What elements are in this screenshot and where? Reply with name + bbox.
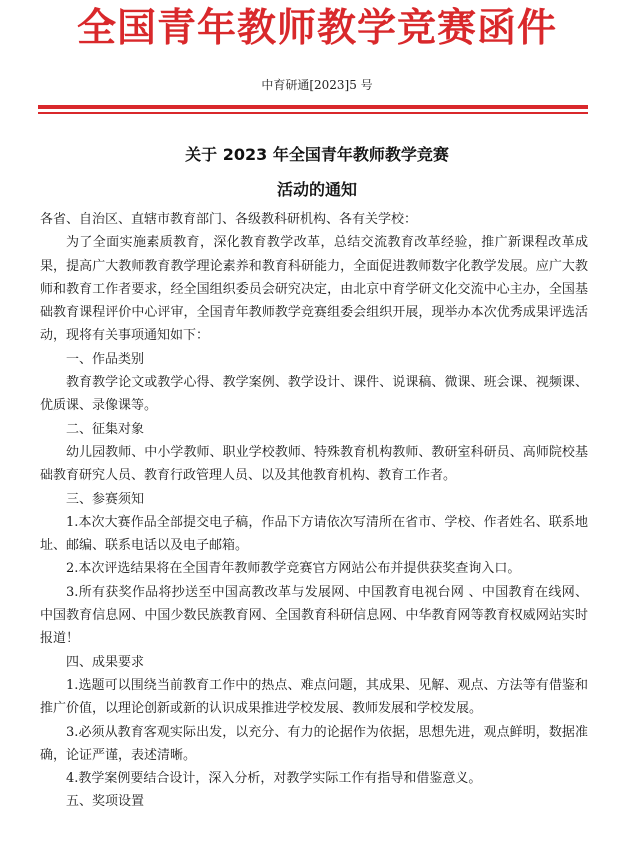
notice-title-line-2: 活动的通知 — [276, 180, 357, 199]
section-paragraph: 1.选题可以围绕当前教育工作中的热点、难点问题，其成果、见解、观点、方法等有借鉴和推广价值，以理论创新或新的认识成果推进学校发展、教师发展和学校发展。 — [40, 677, 588, 717]
salutation: 各省、自治区、直辖市教育部门、各级教科研机构、各有关学校： — [40, 212, 418, 227]
masthead-title: 全国青年教师教学竞赛函件 — [76, 6, 557, 51]
section-paragraph: 1.本次大赛作品全部提交电子稿，作品下方请依次写清所在省市、学校、作者姓名、联系地址、邮编、联系电话以及电子邮箱。 — [40, 514, 588, 554]
red-divider-thin — [38, 112, 588, 114]
section-heading: 三、参赛须知 — [66, 491, 145, 507]
section-paragraph: 3.必须从教育客观实际出发，以充分、有力的论据作为依据，思想先进，观点鲜明，数据准确，论证严谨，表述清晰。 — [40, 724, 588, 763]
section-paragraph: 幼儿园教师、中小学教师、职业学校教师、特殊教育机构教师、教研室科研员、高师院校基础教育研究人员、教育行政管理人员、以及其他教育机构、教育工作者。 — [40, 444, 588, 484]
red-divider-thick — [38, 105, 588, 109]
document-number: 中育研通[2023]5 号 — [261, 78, 373, 92]
section-heading: 四、成果要求 — [66, 654, 145, 670]
section-paragraph: 2.本次评选结果将在全国青年教师教学竞赛官方网站公布并提供获奖查询入口。 — [66, 561, 521, 577]
section-paragraph: 教育教学论文或教学心得、教学案例、教学设计、课件、说课稿、微课、班会课、视频课、优质课、录像课等。 — [40, 375, 588, 414]
section-paragraph: 3.所有获奖作品将抄送至中国高教改革与发展网、中国教育电视台网 、中国教育在线网、中国教育信息网、中国少数民族教育网、全国教育科研信息网、中华教育网等教育权威网站实时报道！ — [40, 584, 588, 647]
section-heading: 一、作品类别 — [66, 351, 145, 367]
notice-title-line-1: 关于 2023 年全国青年教师教学竞赛 — [185, 145, 449, 164]
notice-body — [40, 208, 588, 814]
section-paragraph: 4.教学案例要结合设计，深入分析，对教学实际工作有指导和借鉴意义。 — [66, 771, 482, 787]
section-heading: 二、征集对象 — [66, 421, 145, 437]
intro-paragraph: 为了全面实施素质教育，深化教育教学改革，总结交流教育改革经验，推广新课程改革成果，提高广大教师教育教学理论素养和教育科研能力，全面促进教师数字化教学发展。应广大教师和教育工作者要求，经全国组织委员会研究决定，由北京中育学研文化交流中心主办，全国基础教育课程评价中心评审，全国青年教师教学竞赛组委会组织开展，现举办本次优秀成果评选活动，现将有关事项通知如下： — [40, 235, 588, 344]
section-heading: 五、奖项设置 — [66, 794, 145, 810]
